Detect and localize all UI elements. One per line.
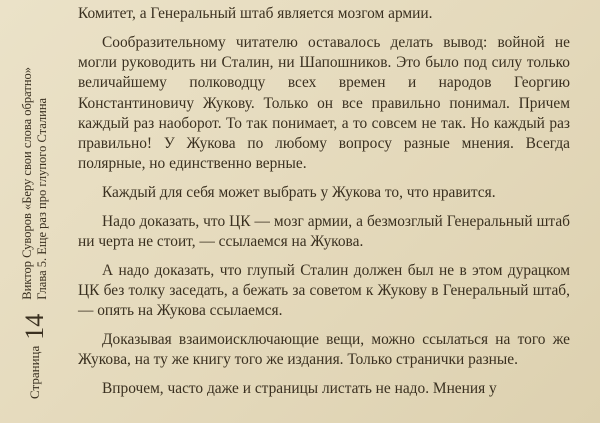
book-title: Виктор Суворов «Беру свои слова обратно» <box>20 66 34 300</box>
paragraph: Доказывая взаимоисключающие вещи, можно ссылаться на того же Жукова, на ту же книгу того же издания. Только странички разные. <box>78 331 570 369</box>
sidebar-rotated-content <box>0 0 70 423</box>
paragraph: Каждый для себя может выбрать у Жукова то, что нравится. <box>102 184 496 201</box>
page-sidebar <box>0 0 70 423</box>
page-number: 14 <box>20 313 49 340</box>
paragraph: Сообразительному читателю оставалось делать вывод: войной не могли руководить ни Сталин, ни Шапошников. Это было под силу только величайшему полководцу всех времен и народов Георгию Константиновичу Жукову. Только он все правильно понимал. Причем каждый раз наоборот. То так понимает, а то совсем не так. Но каждый раз правильно! У Жукова по любому вопросу разные мнения. Всегда полярные, но единственно верные. <box>78 33 570 173</box>
body-text <box>78 4 570 408</box>
paragraph: Надо доказать, что ЦК — мозг армии, а безмозглый Генеральный штаб ни черта не стоит, — ссылаемся на Жукова. <box>78 212 570 251</box>
paragraph: А надо доказать, что глупый Сталин должен был не в этом дурацком ЦК без толку заседать, а бежать за советом к Жукову в Генеральный штаб, — опять на Жукова ссылаемся. <box>78 261 570 320</box>
chapter-title: Глава 5. Еще раз про глупого Сталина <box>35 97 49 300</box>
paragraph: Впрочем, часто даже и страницы листать не надо. Мнения у <box>102 380 497 398</box>
paragraph: Комитет, а Генеральный штаб является мозгом армии. <box>78 5 433 22</box>
page-label: Страница <box>27 345 42 399</box>
book-info <box>20 67 50 300</box>
